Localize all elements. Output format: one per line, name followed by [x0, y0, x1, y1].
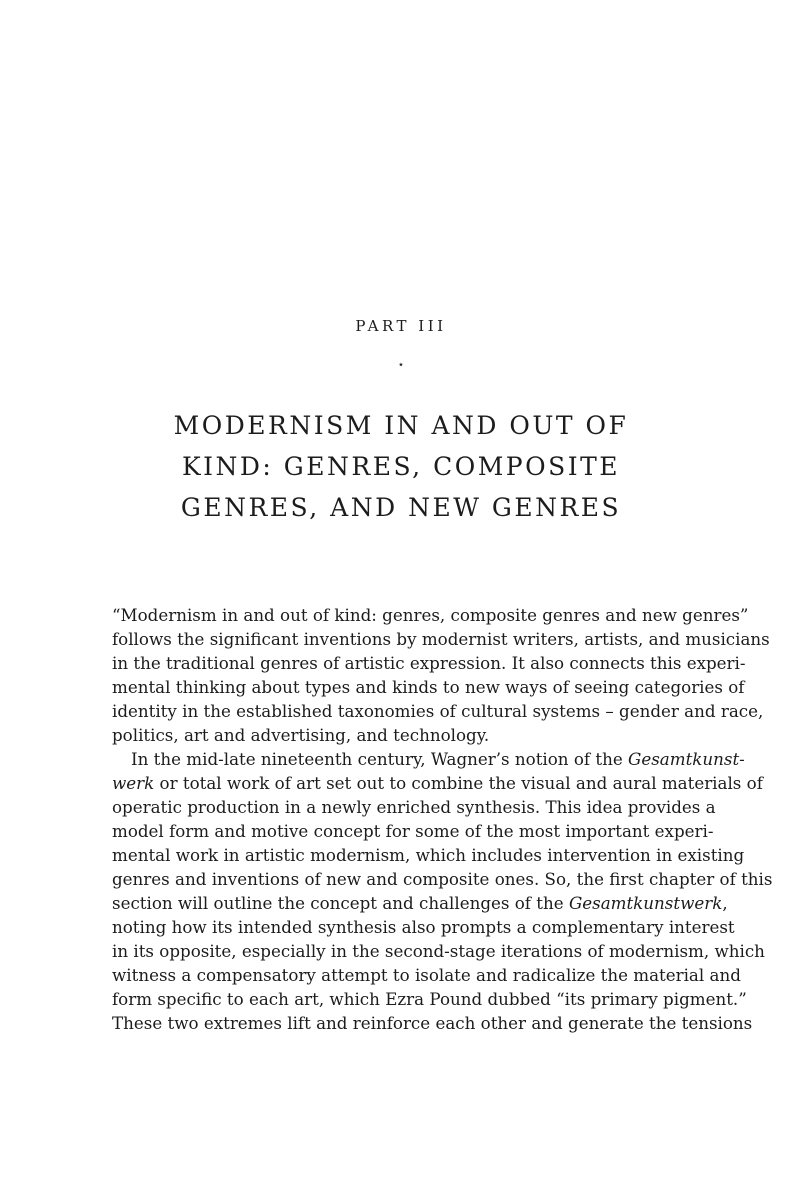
paragraph-1-line: “Modernism in and out of kind: genres, composite genres and new genres” [112, 605, 749, 625]
paragraph-1-line: follows the significant inventions by modernist writers, artists, and musicians [112, 629, 770, 649]
paragraph-2-line: witness a compensatory attempt to isolate and radicalize the material and [112, 965, 741, 985]
paragraph-2-line: noting how its intended synthesis also prompts a complementary interest [112, 917, 735, 937]
paragraph-2-line: in its opposite, especially in the second-stage iterations of modernism, which [112, 941, 765, 961]
paragraph-2-text: In the mid-late nineteenth century, Wagner’s notion of the [131, 749, 629, 769]
paragraph-2-line: operatic production in a newly enriched synthesis. This idea provides a [112, 797, 716, 817]
italic-term: werk [112, 773, 155, 793]
paragraph-2-line: mental work in artistic modernism, which includes intervention in existing [112, 845, 745, 865]
paragraph-2-text: or total work of art set out to combine the visual and aural materials of [154, 773, 763, 793]
italic-term: Gesamtkunst- [628, 749, 745, 769]
part-title-line: KIND: GENRES, COMPOSITE [181, 452, 621, 481]
italic-term: Gesamtkunstwerk [568, 893, 723, 913]
paragraph-1-line: politics, art and advertising, and technology. [112, 725, 490, 745]
paragraph-1-line: identity in the established taxonomies of cultural systems – gender and race, [112, 701, 764, 721]
part-label: PART III [355, 317, 447, 335]
part-title [101, 405, 701, 528]
paragraph-1-line: in the traditional genres of artistic expression. It also connects this experi- [112, 653, 746, 673]
paragraph-2-line [112, 891, 728, 915]
body-text [112, 603, 773, 1035]
star-ornament-icon: ⋆ [397, 358, 405, 371]
paragraph-2-text: section will outline the concept and challenges of the [112, 893, 569, 913]
part-title-line: MODERNISM IN AND OUT OF [173, 411, 629, 440]
paragraph-2-line [112, 747, 745, 771]
paragraph-2-text: , [722, 893, 728, 913]
paragraph-1-line: mental thinking about types and kinds to new ways of seeing categories of [112, 677, 745, 697]
paragraph-2-line: model form and motive concept for some of the most important experi- [112, 821, 714, 841]
part-title-line: GENRES, AND NEW GENRES [180, 493, 622, 522]
paragraph-2-line: These two extremes lift and reinforce each other and generate the tensions [112, 1013, 753, 1033]
paragraph-2-line: form specific to each art, which Ezra Pound dubbed “its primary pigment.” [112, 989, 747, 1009]
paragraph-2-line: genres and inventions of new and composite ones. So, the first chapter of this [112, 869, 773, 889]
paragraph-2-line [112, 771, 763, 795]
